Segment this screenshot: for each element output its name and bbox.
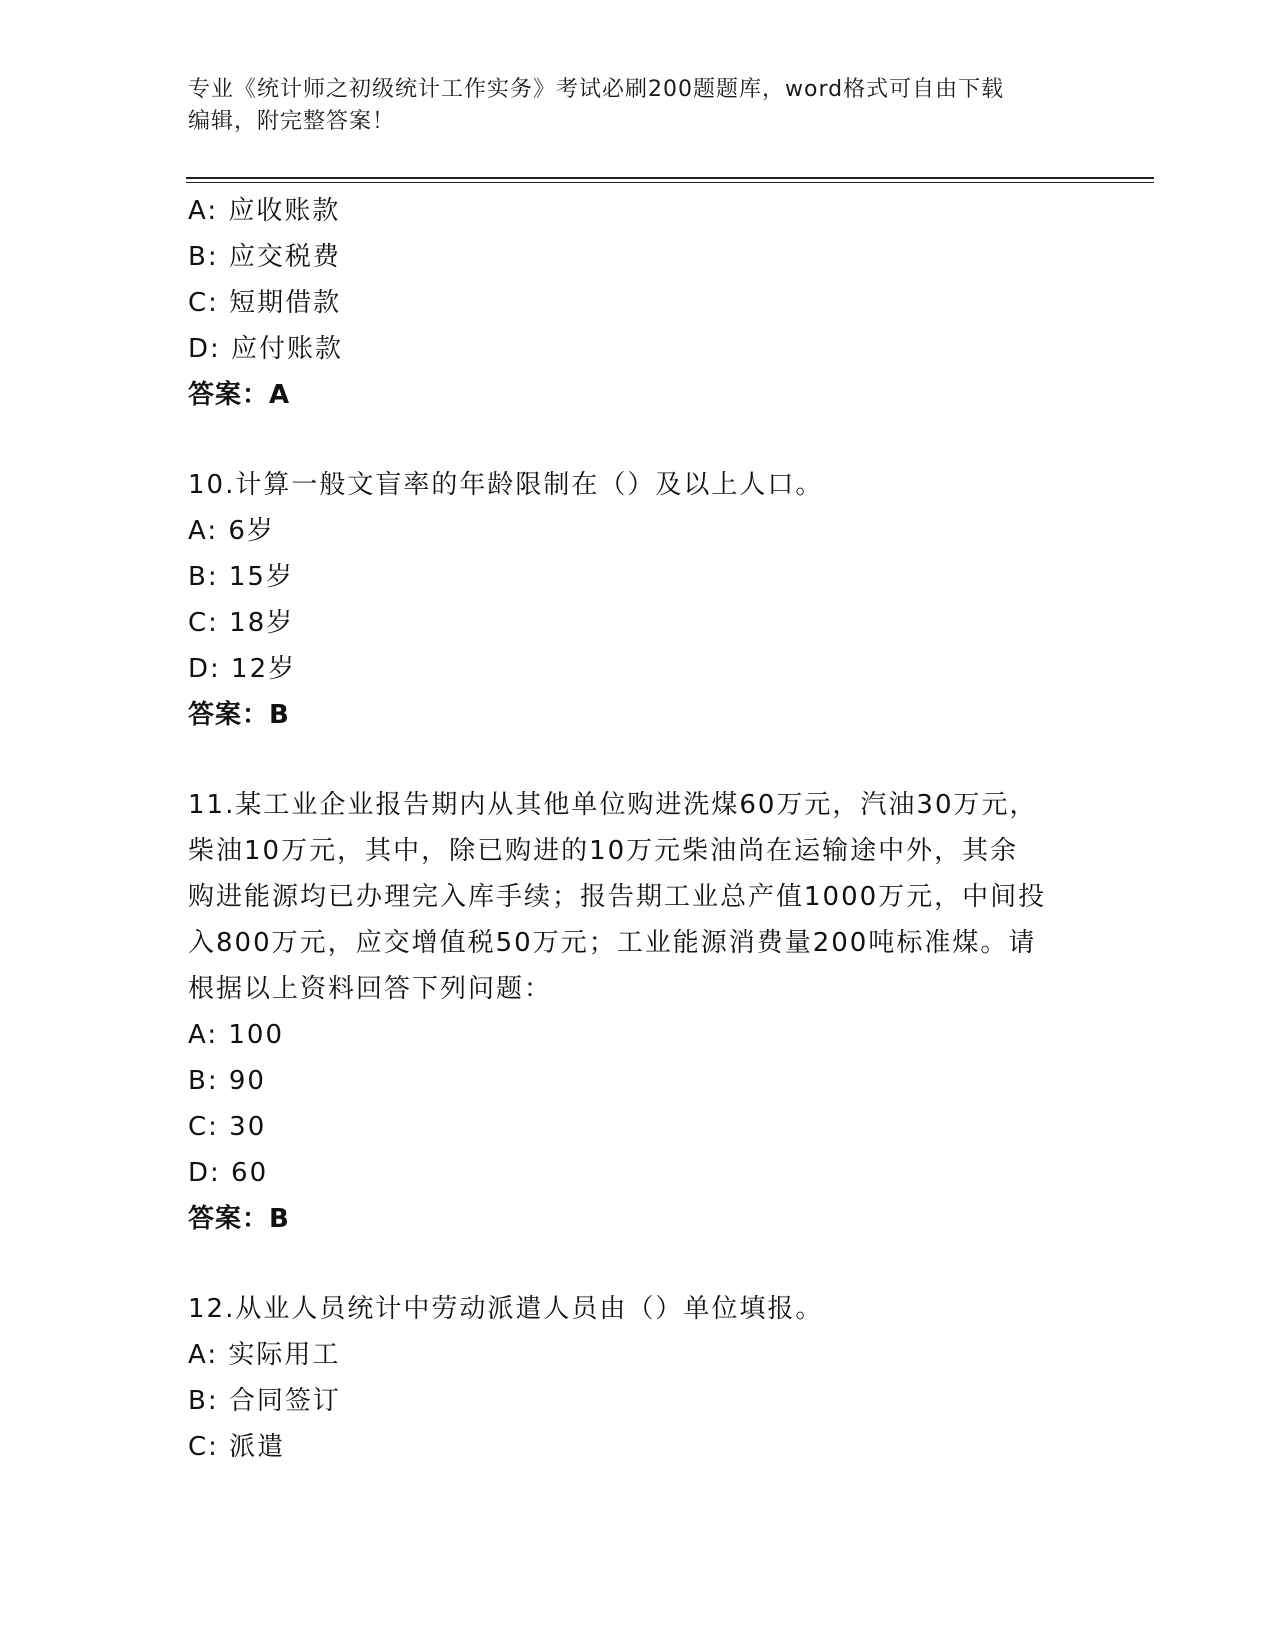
option-a: A: 100 [188, 1020, 284, 1050]
option-d: D: 应付账款 [188, 334, 344, 364]
option-d: D: 12岁 [188, 654, 297, 684]
option-c: C: 18岁 [188, 608, 295, 638]
option-b: B: 90 [188, 1066, 266, 1096]
option-b: B: 合同签订 [188, 1386, 341, 1416]
option-d: D: 60 [188, 1158, 269, 1188]
question-stem-line-2: 柴油10万元，其中，除已购进的10万元柴油尚在运输途中外，其余 [188, 836, 1019, 866]
option-c: C: 30 [188, 1112, 267, 1142]
option-c: C: 短期借款 [188, 288, 342, 318]
question-12 [188, 1286, 1088, 1470]
answer: 答案：A [188, 380, 291, 410]
option-b: B: 应交税费 [188, 242, 341, 272]
option-a: A: 应收账款 [188, 196, 341, 226]
header-rule-thick [186, 177, 1154, 179]
question-stem: 10.计算一般文盲率的年龄限制在（）及以上人口。 [188, 470, 824, 500]
option-b: B: 15岁 [188, 562, 294, 592]
question-stem-line-4: 入800万元，应交增值税50万元；工业能源消费量200吨标准煤。请 [188, 928, 1037, 958]
header-rule-thin [186, 182, 1154, 183]
option-a: A: 6岁 [188, 516, 275, 546]
question-stem-line-1: 11.某工业企业报告期内从其他单位购进洗煤60万元，汽油30万元， [188, 790, 1038, 820]
answer: 答案：B [188, 700, 290, 730]
header-rule [186, 177, 1154, 183]
question-9 [188, 188, 1088, 418]
document-header [188, 74, 1068, 138]
question-stem-line-3: 购进能源均已办理完入库手续；报告期工业总产值1000万元，中间投 [188, 882, 1047, 912]
header-line-2: 编辑，附完整答案！ [188, 109, 396, 134]
question-11 [188, 782, 1088, 1242]
question-10 [188, 462, 1088, 738]
question-stem-line-5: 根据以上资料回答下列问题： [188, 974, 553, 1004]
header-line-1: 专业《统计师之初级统计工作实务》考试必刷200题题库，word格式可自由下载 [188, 77, 1005, 102]
answer: 答案：B [188, 1204, 290, 1234]
question-stem: 12.从业人员统计中劳动派遣人员由（）单位填报。 [188, 1294, 824, 1324]
option-a: A: 实际用工 [188, 1340, 341, 1370]
question-list [188, 188, 1088, 1470]
option-c: C: 派遣 [188, 1432, 286, 1462]
